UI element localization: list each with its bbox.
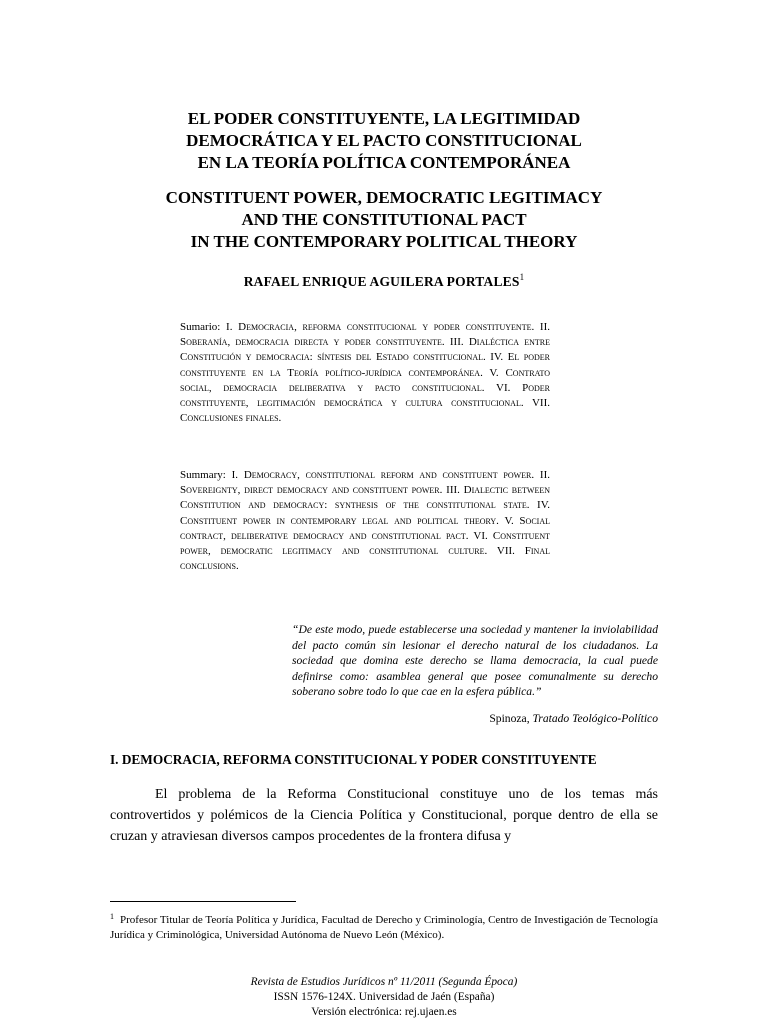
sumario-label: Sumario: (180, 321, 221, 333)
title-en-line: AND THE CONSTITUTIONAL PACT (241, 210, 527, 229)
summary-block (180, 468, 550, 574)
footer-electronic[interactable]: Versión electrónica: rej.ujaen.es (311, 1006, 457, 1019)
footnote-number: 1 (110, 912, 114, 921)
body-paragraph: El problema de la Reforma Constitucional constituye uno de los temas más controvertidos y polémicos de la Ciencia Política y Constitucional, porque dentro de ella se cruzan y atraviesan diversos campos procedentes de la frontera difusa y (110, 787, 658, 844)
summary-label: Summary: (180, 469, 226, 481)
section-heading: I. DEMOCRACIA, REFORMA CONSTITUCIONAL Y PODER CONSTITUYENTE (110, 752, 597, 767)
title-en-line: IN THE CONTEMPORARY POLITICAL THEORY (190, 232, 578, 251)
epigraph-work: Tratado Teológico-Político (532, 712, 658, 725)
author-line (0, 272, 768, 290)
footer-issn: ISSN 1576-124X. Universidad de Jaén (España) (273, 991, 495, 1004)
title-english (60, 187, 708, 253)
title-en-line: CONSTITUENT POWER, DEMOCRATIC LEGITIMACY (165, 188, 603, 207)
footnote-divider (110, 901, 296, 902)
title-es-line: DEMOCRÁTICA Y EL PACTO CONSTITUCIONAL (186, 131, 582, 150)
summary-text: I. Democracy, constitutional reform and constituent power. II. Sovereignty, direct democracy and constituent power. III. Dialectic between Constitution and democracy: synthesis of the constitutional state. IV. Constituent power in contemporary legal and political theory. V. Social contract, deliberative democracy and constitutional pact. VI. Constituent power, democratic legitimacy and constitutional culture. VII. Final conclusions. (180, 469, 550, 573)
sumario-block (180, 320, 550, 426)
footer-journal: Revista de Estudios Jurídicos nº 11/2011 (Segunda Época) (250, 976, 518, 988)
title-spanish (60, 108, 708, 174)
title-block (60, 108, 708, 253)
author-name: RAFAEL ENRIQUE AGUILERA PORTALES (243, 274, 520, 289)
sumario-text: I. Democracia, reforma constitucional y poder constituyente. II. Soberanía, democracia directa y poder constituyente. III. Dialéctica entre Constitución y democracia: síntesis del Estado constitucional. IV. El poder constituyente en la Teoría político-jurídica contemporánea. V. Contrato social, democracia deliberativa y pacto constitucional. VI. Poder constituyente, legitimación democrática y cultura constitucional. VII. Conclusiones finales. (180, 321, 550, 425)
epigraph-author: Spinoza, (489, 712, 530, 725)
author-footnote-ref[interactable]: 1 (519, 272, 525, 282)
epigraph-attribution (489, 712, 658, 725)
page-footer (0, 975, 768, 1021)
title-es-line: EL PODER CONSTITUYENTE, LA LEGITIMIDAD (187, 109, 581, 128)
title-es-line: EN LA TEORÍA POLÍTICA CONTEMPORÁNEA (197, 153, 571, 172)
footnote-text: Profesor Titular de Teoría Política y Jurídica, Facultad de Derecho y Criminología, Centro de Investigación de Tecnología Jurídica y Criminológica, Universidad Autónoma de Nuevo León (México). (110, 914, 658, 941)
footnote (110, 909, 658, 943)
epigraph-quote: “De este modo, puede establecerse una sociedad y mantener la inviolabilidad del pacto común sin lesionar el derecho natural de los ciudadanos. La sociedad que domina este derecho se llama democracia, la cual puede definirse como: asamblea general que posee comunalmente su derecho soberano sobre todo lo que cae en la esfera pública.” (292, 623, 658, 699)
